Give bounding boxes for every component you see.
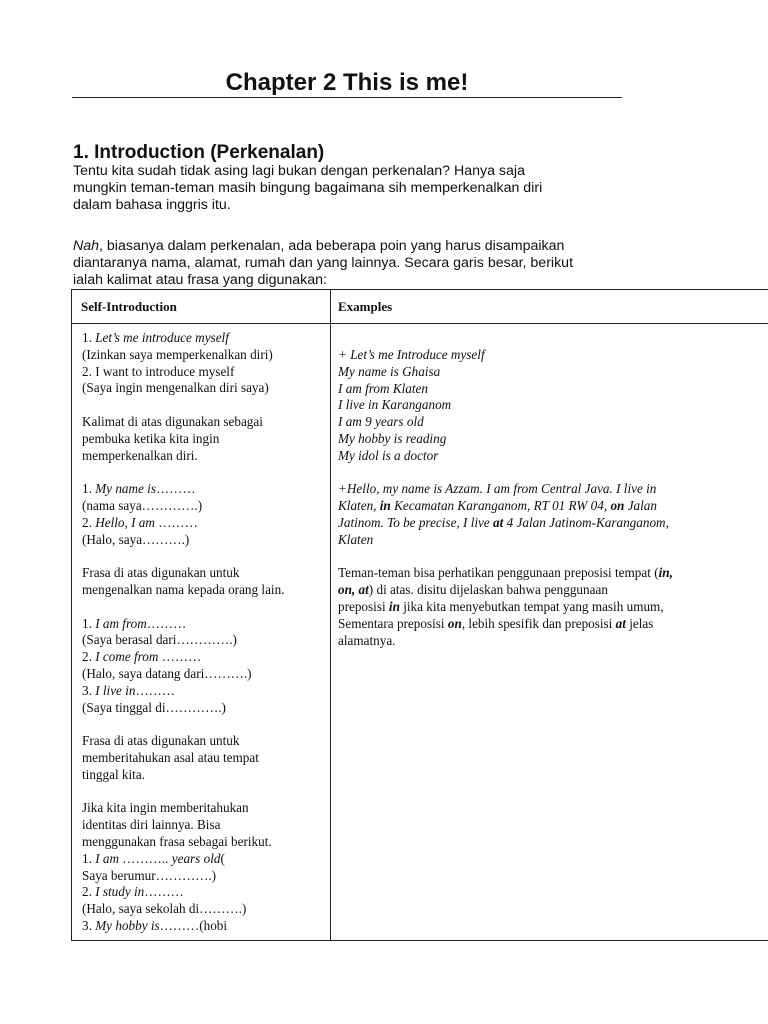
example-line: My name is Ghaisa [338, 363, 441, 379]
self-introduction-table [71, 289, 768, 941]
intro-paragraph [73, 163, 633, 214]
example-paragraph-line: Jatinom. To be precise, I live at 4 Jalan Jatinom-Karanganom, [338, 514, 669, 530]
preposition-at: at [493, 514, 504, 530]
translation-line: (Saya berasal dari………….) [82, 632, 237, 648]
nah-line: diantaranya nama, alamat, rumah dan yang lainnya. Secara garis besar, berikut [73, 255, 574, 271]
explanation-line: menggunakan frasa sebagai berikut. [82, 833, 272, 849]
header-examples: Examples [338, 299, 393, 314]
example-line: + Let’s me Introduce myself [338, 347, 485, 362]
phrase-italic: Let’s me introduce myself [95, 330, 229, 345]
explanation-line: tinggal kita. [82, 766, 145, 782]
phrase-line [82, 851, 326, 868]
blank-dots: ……… [161, 649, 202, 665]
translation-line: (Halo, saya sekolah di……….) [82, 901, 247, 917]
item-number: 1. [82, 615, 96, 631]
note-line: preposisi in jika kita menyebutkan tempat yang masih umum, [338, 598, 664, 614]
phrase-italic: years old [168, 850, 221, 866]
phrase-line [82, 616, 326, 633]
example-line: I am 9 years old [338, 414, 424, 430]
section-heading: 1. Introduction (Perkenalan) [73, 142, 325, 163]
header-divider [72, 323, 768, 324]
blank-dots: ……… [144, 884, 184, 900]
chapter-title: Chapter 2 This is me! [225, 69, 469, 96]
note-line: Sementara preposisi on, lebih spesifik dan preposisi at jelas [338, 615, 654, 631]
item-number: 2. [82, 884, 96, 900]
translation-line: (Izinkan saya memperkenalkan diri) [82, 346, 273, 362]
note-line: alamatnya. [338, 632, 396, 648]
translation-line: (Saya ingin mengenalkan diri saya) [82, 380, 269, 396]
header-self-introduction: Self-Introduction [81, 299, 177, 314]
paren: ( [220, 850, 225, 866]
nah-paragraph [73, 238, 633, 289]
item-number: 3. [82, 682, 96, 698]
phrase-line: 2. I want to introduce myself [82, 363, 235, 379]
blank-dots: ……… [135, 682, 176, 698]
translation-line: (Saya tinggal di………….) [82, 699, 226, 715]
explanation-line: identitas diri lainnya. Bisa [82, 817, 221, 833]
preposition-on: on [610, 498, 625, 514]
phrase-line [82, 683, 326, 700]
intro-line: Tentu kita sudah tidak asing lagi bukan dengan perkenalan? Hanya saja [73, 163, 525, 179]
nah-word: Nah [73, 238, 100, 254]
item-number: 2. [82, 514, 96, 530]
translation-line: Saya berumur………….) [82, 867, 217, 883]
blank-dots: ……… [158, 514, 198, 530]
translation-line: (Halo, saya datang dari……….) [82, 665, 252, 681]
example-paragraph-line: Klaten [338, 531, 374, 547]
phrase-italic: Hello, I am [95, 514, 159, 530]
example-paragraph-line: +Hello, my name is Azzam. I am from Central Java. I live in [338, 481, 657, 497]
translation-start: (hobi [199, 917, 228, 933]
nah-line-rest: , biasanya dalam perkenalan, ada beberapa poin yang harus disampaikan [99, 238, 565, 254]
phrase-italic: I live in [95, 682, 136, 698]
phrase-line [82, 918, 326, 935]
examples-cell [338, 347, 768, 649]
blank-dots: ……….. [122, 850, 169, 866]
example-line: I am from Klaten [338, 380, 428, 396]
note-line: Teman-teman bisa perhatikan penggunaan preposisi tempat (in, [338, 565, 673, 581]
preposition-in: in [379, 498, 391, 514]
example-line: I live in Karanganom [338, 397, 452, 413]
phrase-italic: I come from [95, 649, 162, 665]
self-introduction-cell [82, 330, 326, 935]
item-number: 2. [82, 649, 96, 665]
phrase-italic: My name is [95, 481, 156, 497]
item-number: 3. [82, 917, 96, 933]
phrase-italic: I am from [95, 615, 147, 631]
note-line: on, at) di atas. disitu dijelaskan bahwa penggunaan [338, 582, 608, 598]
explanation-line: Kalimat di atas digunakan sebagai [82, 413, 263, 429]
explanation-line: Jika kita ingin memberitahukan [82, 800, 249, 816]
phrase-italic: I study in [95, 884, 145, 900]
explanation-line: Frasa di atas digunakan untuk [82, 733, 240, 749]
phrase-line [82, 481, 326, 498]
blank-dots: ……… [146, 615, 187, 631]
item-number: 1. [82, 330, 96, 345]
column-divider [330, 290, 331, 940]
intro-line: dalam bahasa inggris itu. [73, 197, 231, 213]
example-paragraph-line: Klaten, in Kecamatan Karanganom, RT 01 RW 04, on Jalan [338, 498, 657, 514]
translation-line: (Halo, saya……….) [82, 531, 190, 547]
title-rule [72, 97, 622, 98]
explanation-line: pembuka ketika kita ingin [82, 430, 220, 446]
item-number: 1. [82, 850, 96, 866]
nah-line [73, 238, 633, 255]
item-number: 1. [82, 481, 96, 497]
blank-dots: ……… [155, 481, 196, 497]
explanation-line: mengenalkan nama kepada orang lain. [82, 581, 285, 597]
translation-line: (nama saya………….) [82, 497, 203, 513]
blank-dots: ……… [159, 917, 200, 933]
phrase-italic: I am [95, 850, 123, 866]
intro-line: mungkin teman-teman masih bingung bagaimana sih memperkenalkan diri [73, 180, 543, 196]
example-line: My idol is a doctor [338, 447, 439, 463]
phrase-italic: My hobby is [95, 917, 160, 933]
phrase-line [82, 649, 326, 666]
phrase-line [82, 515, 326, 532]
phrase-line [82, 330, 326, 347]
explanation-line: Frasa di atas digunakan untuk [82, 565, 240, 581]
explanation-line: memperkenalkan diri. [82, 447, 198, 463]
phrase-line [82, 884, 326, 901]
example-line: My hobby is reading [338, 430, 447, 446]
explanation-line: memberitahukan asal atau tempat [82, 749, 259, 765]
nah-line: ialah kalimat atau frasa yang digunakan: [73, 272, 327, 288]
